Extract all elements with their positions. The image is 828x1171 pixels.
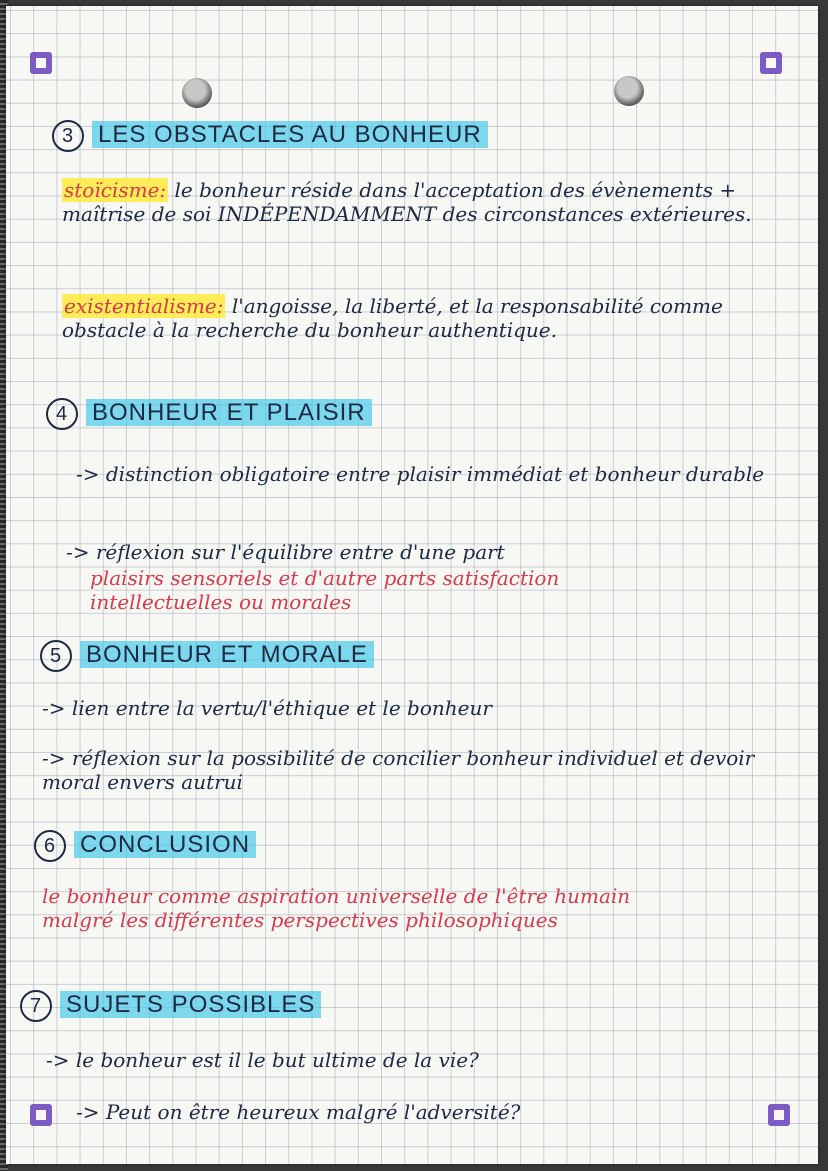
possible-subject-1: -> le bonheur est il le but ultime de la vie? — [46, 1048, 479, 1072]
corner-marker-icon — [30, 1104, 52, 1126]
morality-bullet-2: -> réflexion sur la possibilité de concilier bonheur individuel et devoir moral envers autrui — [42, 746, 755, 794]
corner-marker-icon — [768, 1104, 790, 1126]
section-3-heading — [52, 120, 488, 152]
corner-marker-icon — [760, 52, 782, 74]
section-number: 7 — [20, 990, 52, 1022]
section-number: 5 — [40, 640, 72, 672]
pleasure-bullet-1: -> distinction obligatoire entre plaisir immédiat et bonheur durable — [76, 462, 765, 486]
possible-subject-2: -> Peut on être heureux malgré l'adversité? — [76, 1100, 521, 1124]
conclusion-text: le bonheur comme aspiration universelle de l'être humain malgré les différentes perspectives philosophiques — [42, 884, 631, 932]
section-6-heading — [34, 830, 256, 862]
section-number: 6 — [34, 830, 66, 862]
existentialism-term: existentialisme: — [64, 294, 224, 318]
section-5-heading — [40, 640, 374, 672]
stoicism-term: stoïcisme: — [64, 178, 167, 202]
existentialism-paragraph — [62, 294, 762, 342]
pleasure-bullet-2-intro: -> réflexion sur l'équilibre entre d'une part — [66, 540, 505, 564]
punch-hole — [182, 78, 212, 108]
section-title: CONCLUSION — [74, 831, 256, 858]
grid-paper-page — [6, 6, 818, 1164]
section-number: 4 — [46, 398, 78, 430]
section-title: SUJETS POSSIBLES — [60, 991, 321, 1018]
pleasure-bullet-2-detail: plaisirs sensoriels et d'autre parts satisfaction intellectuelles ou morales — [90, 566, 560, 614]
morality-bullet-1: -> lien entre la vertu/l'éthique et le bonheur — [42, 696, 492, 720]
stoicism-paragraph — [62, 178, 762, 226]
corner-marker-icon — [30, 52, 52, 74]
section-7-heading — [20, 990, 321, 1022]
punch-hole — [614, 76, 644, 106]
stoicism-definition: le bonheur réside dans l'acceptation des évènements + maîtrise de soi INDÉPENDAMMENT des circonstances extérieures. — [62, 178, 752, 226]
section-title: BONHEUR ET MORALE — [80, 641, 374, 668]
section-title: LES OBSTACLES AU BONHEUR — [92, 121, 488, 148]
section-number: 3 — [52, 120, 84, 152]
existentialism-definition: l'angoisse, la liberté, et la responsabilité comme obstacle à la recherche du bonheur authentique. — [62, 294, 723, 342]
section-title: BONHEUR ET PLAISIR — [86, 399, 372, 426]
section-4-heading — [46, 398, 372, 430]
